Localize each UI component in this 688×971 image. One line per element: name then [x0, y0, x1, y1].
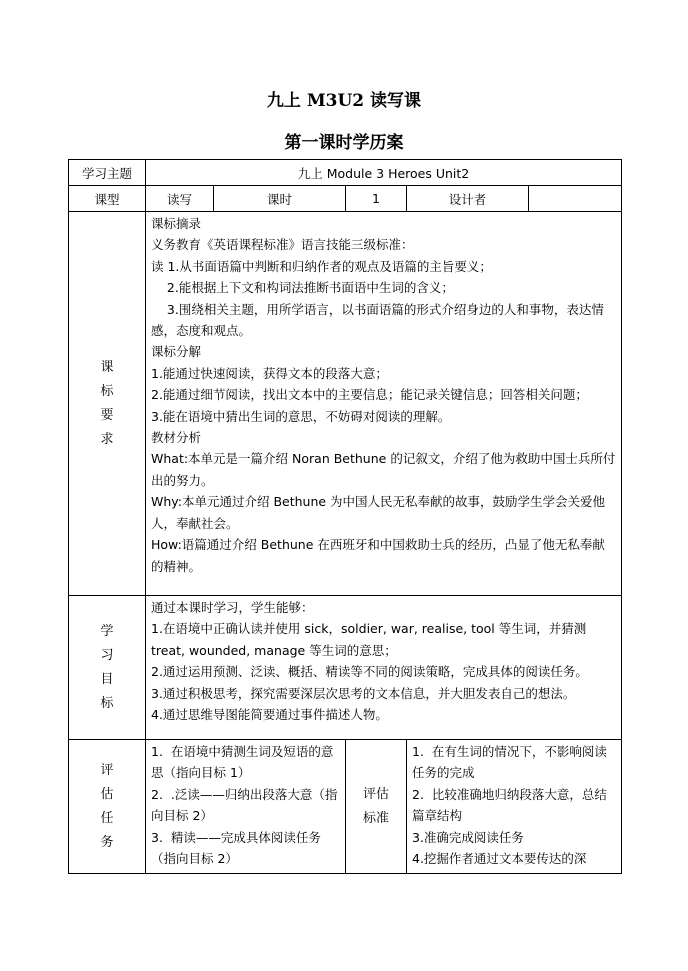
topic-row: [69, 160, 622, 186]
assessment-criteria: [407, 740, 622, 874]
assessment-label-char: 任: [100, 810, 114, 826]
textbook-why: Why:本单元通过介绍 Bethune 为中国人民无私奉献的故事，鼓励学生学会关爱他人，奉献社会。: [151, 494, 606, 531]
breakdown-line: 2.能通过细节阅读，找出文本中的主要信息；能记录关键信息；回答相关问题；: [151, 387, 588, 403]
breakdown-heading: 课标分解: [151, 344, 202, 360]
requirements-label-char: 求: [100, 431, 114, 447]
course-row: [69, 186, 622, 212]
document-subtitle: 第一课时学历案: [284, 133, 404, 153]
assessment-label-char: 评: [100, 762, 114, 778]
assessment-task: 2. .泛读——归纳出段落大意（指向目标 2）: [151, 786, 338, 824]
breakdown-line: 3.能在语境中猜出生词的意思，不妨碍对阅读的理解。: [151, 408, 451, 424]
objectives-label-char: 标: [100, 695, 114, 711]
criterion-item: 2. 比较准确地归纳段落大意，总结篇章结构: [412, 786, 607, 824]
requirements-label-char: 标: [100, 383, 114, 399]
requirements-row: [69, 212, 622, 596]
assessment-label: [69, 740, 146, 874]
objectives-label-char: 学: [100, 623, 114, 639]
assessment-row: [69, 740, 622, 874]
objectives-content: [146, 596, 622, 740]
objectives-label: [69, 596, 146, 740]
criterion-item: 3.准确完成阅读任务: [412, 829, 524, 845]
objectives-label-char: 习: [100, 647, 114, 663]
objective-item: 4.通过思维导图能简要通过事件描述人物。: [151, 707, 388, 723]
objective-item: 3.通过积极思考，探究需要深层次思考的文本信息，并大胆发表自己的想法。: [151, 685, 576, 701]
lesson-plan-table: [68, 159, 622, 874]
objectives-row: [69, 596, 622, 740]
standards-line: 2.能根据上下文和构词法推断书面语中生词的含义；: [151, 280, 454, 296]
period-value: 1: [346, 186, 407, 212]
standards-line: 3.围绕相关主题，用所学语言，以书面语篇的形式介绍身边的人和事物，表达情感，态度和观点。: [151, 301, 604, 339]
designer-label: 设计者: [407, 186, 529, 212]
assessment-task: 3. 精读——完成具体阅读任务（指向目标 2）: [151, 829, 321, 867]
requirements-label: [69, 212, 146, 596]
objective-item: 1.在语境中正确认读并使用 sick，soldier, war, realise, tool 等生词，并猜测 treat, wounded, manage 等生词的意思；: [151, 621, 587, 658]
topic-value: 九上 Module 3 Heroes Unit2: [146, 160, 622, 186]
criteria-label: [346, 740, 407, 874]
requirements-label-char: 课: [100, 359, 114, 375]
period-label: 课时: [214, 186, 346, 212]
standards-heading: 课标摘录: [151, 216, 202, 231]
requirements-label-char: 要: [100, 407, 114, 423]
objective-intro: 通过本课时学习，学生能够：: [151, 600, 314, 615]
topic-label: 学习主题: [69, 160, 146, 186]
criterion-item: 4.挖掘作者通过文本要传达的深: [412, 851, 587, 867]
assessment-label-char: 务: [100, 834, 114, 850]
assessment-label-char: 估: [100, 786, 114, 802]
course-type-label: 课型: [69, 186, 146, 212]
document-title: 九上 M3U2 读写课: [266, 91, 422, 111]
standards-line: 读 1.从书面语篇中判断和归纳作者的观点及语篇的主旨要义；: [151, 258, 492, 274]
textbook-what: What:本单元是一篇介绍 Noran Bethune 的记叙文，介绍了他为救助中国士兵所付出的努力。: [151, 451, 616, 488]
assessment-tasks: [146, 740, 346, 874]
textbook-how: How:语篇通过介绍 Bethune 在西班牙和中国救助士兵的经历，凸显了他无私奉献的精神。: [151, 537, 605, 574]
standards-line: 义务教育《英语课程标准》语言技能三级标准：: [151, 237, 414, 253]
objectives-label-char: 目: [100, 671, 114, 687]
assessment-task: 1. 在语境中猜测生词及短语的意思（指向目标 1）: [151, 744, 334, 781]
objective-item: 2.通过运用预测、泛读、概括、精读等不同的阅读策略，完成具体的阅读任务。: [151, 664, 588, 680]
course-type-value: 读写: [146, 186, 214, 212]
criterion-item: 1. 在有生词的情况下，不影响阅读任务的完成: [412, 744, 607, 781]
requirements-content: [146, 212, 622, 596]
designer-value: [529, 186, 622, 212]
breakdown-line: 1.能通过快速阅读，获得文本的段落大意；: [151, 365, 388, 381]
textbook-heading: 教材分析: [151, 430, 202, 446]
criteria-label-part: 标准: [362, 810, 389, 826]
criteria-label-part: 评估: [362, 786, 389, 802]
